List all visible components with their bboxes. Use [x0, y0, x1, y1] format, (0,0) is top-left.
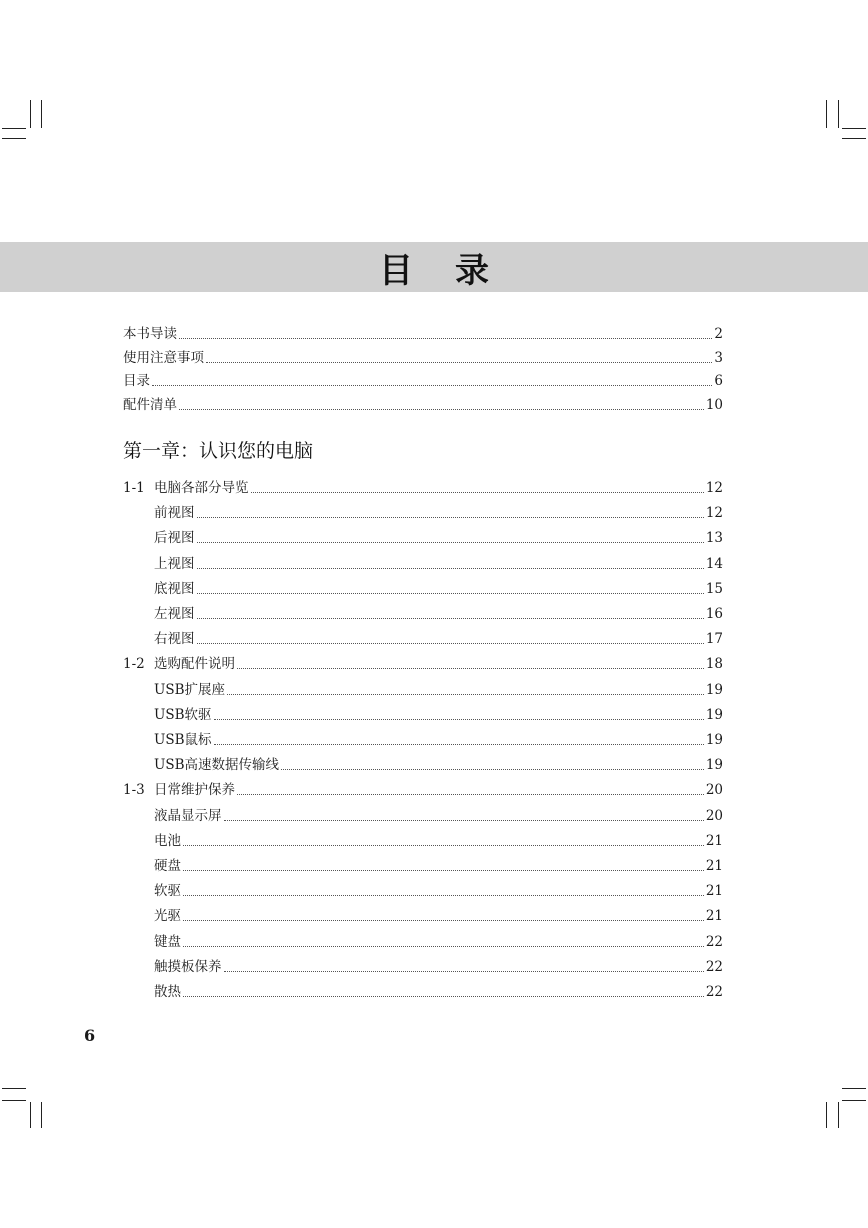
toc-entry[interactable]	[123, 854, 723, 874]
toc-entry-page: 3	[714, 349, 723, 366]
toc-entry-label: 键盘	[154, 933, 181, 950]
toc-entry-page: 22	[705, 933, 723, 950]
toc-entry-number: 1-1	[123, 480, 145, 496]
toc-entry-label: 右视图	[154, 631, 195, 648]
toc-entry-page: 12	[705, 505, 723, 522]
dot-leader	[197, 642, 704, 644]
dot-leader	[237, 667, 704, 669]
dot-leader	[197, 516, 704, 518]
toc-entry[interactable]	[123, 526, 723, 546]
toc-entry-page: 22	[705, 958, 723, 975]
toc-entry[interactable]	[123, 369, 723, 389]
toc-entry-page: 12	[705, 480, 723, 496]
dot-leader	[183, 995, 704, 997]
toc-entry-page: 6	[714, 373, 723, 389]
toc-entry-label: 底视图	[154, 580, 195, 597]
toc-entry[interactable]	[123, 904, 723, 924]
dot-leader	[183, 869, 704, 871]
dot-leader	[237, 793, 704, 795]
toc-entry[interactable]	[123, 652, 723, 672]
toc-entry-label: 配件清单	[123, 396, 177, 413]
dot-leader	[197, 541, 704, 543]
toc-entry-label: 目录	[123, 373, 150, 389]
toc-entry[interactable]	[123, 393, 723, 413]
toc-entry-page: 22	[705, 984, 723, 1000]
crop-mark	[838, 100, 839, 128]
dot-leader	[197, 617, 704, 619]
dot-leader	[197, 592, 704, 594]
toc-entry[interactable]	[123, 804, 723, 824]
crop-mark	[2, 128, 26, 129]
toc-entry-page: 17	[705, 631, 723, 648]
page-title: 目录	[379, 250, 531, 291]
title-banner	[0, 242, 868, 292]
toc-entry-label: 电脑各部分导览	[154, 480, 249, 496]
toc-entry-page: 14	[705, 555, 723, 572]
toc-entry-label: 液晶显示屏	[154, 807, 222, 824]
dot-leader	[197, 567, 704, 569]
dot-leader	[183, 844, 704, 846]
crop-mark	[826, 1102, 827, 1128]
crop-mark	[41, 1102, 42, 1128]
toc-entry-label: 电池	[154, 832, 181, 849]
toc-entry-label: 日常维护保养	[154, 782, 235, 799]
toc-entry-page: 21	[705, 883, 723, 900]
crop-mark	[842, 1100, 866, 1101]
chapter-heading: 第一章：认识您的电脑	[123, 440, 314, 462]
dot-leader	[179, 408, 704, 410]
toc-entry-label: USB软驱	[154, 706, 212, 723]
dot-leader	[281, 768, 704, 770]
toc-entry-label: 触摸板保养	[154, 958, 222, 975]
toc-entry-page: 20	[705, 807, 723, 824]
toc-entry-page: 19	[705, 681, 723, 698]
toc-entry-page: 19	[705, 706, 723, 723]
toc-entry[interactable]	[123, 728, 723, 748]
dot-leader	[183, 919, 704, 921]
toc-entry-label: 散热	[154, 984, 181, 1000]
toc-entry-page: 2	[714, 326, 723, 342]
toc-entry[interactable]	[123, 678, 723, 698]
toc-entry-page: 19	[705, 732, 723, 748]
toc-entry-label: 选购配件说明	[154, 656, 235, 673]
crop-mark	[41, 100, 42, 128]
page-number: 6	[84, 1026, 96, 1045]
toc-entry-page: 19	[705, 757, 723, 774]
dot-leader	[179, 337, 712, 339]
toc-entry[interactable]	[123, 955, 723, 975]
toc-entry[interactable]	[123, 552, 723, 572]
crop-mark	[2, 1088, 26, 1089]
toc-entry[interactable]	[123, 501, 723, 521]
toc-entry-number: 1-3	[123, 782, 145, 799]
dot-leader	[183, 894, 704, 896]
dot-leader	[183, 945, 704, 947]
toc-entry[interactable]	[123, 627, 723, 647]
toc-entry-label: USB扩展座	[154, 681, 226, 698]
toc-entry-page: 21	[705, 908, 723, 925]
toc-entry[interactable]	[123, 322, 723, 342]
crop-mark	[30, 1102, 31, 1128]
toc-entry-label: 本书导读	[123, 326, 177, 342]
toc-entry-label: 前视图	[154, 505, 195, 522]
crop-mark	[2, 138, 26, 139]
toc-entry[interactable]	[123, 879, 723, 899]
dot-leader	[251, 491, 704, 493]
toc-entry-page: 13	[705, 530, 723, 547]
dot-leader	[224, 819, 704, 821]
toc-entry[interactable]	[123, 602, 723, 622]
toc-entry-label: USB高速数据传输线	[154, 757, 280, 774]
dot-leader	[206, 361, 712, 363]
toc-entry-page: 15	[705, 580, 723, 597]
crop-mark	[2, 1100, 26, 1101]
toc-entry[interactable]	[123, 476, 723, 496]
crop-mark	[842, 128, 866, 129]
dot-leader	[227, 693, 704, 695]
dot-leader	[152, 384, 712, 386]
toc-entry[interactable]	[123, 346, 723, 366]
toc-entry[interactable]	[123, 703, 723, 723]
toc-entry[interactable]	[123, 930, 723, 950]
toc-entry-label: 左视图	[154, 606, 195, 622]
toc-entry-page: 18	[705, 656, 723, 673]
toc-entry-page: 16	[705, 606, 723, 622]
toc-entry[interactable]	[123, 829, 723, 849]
toc-entry-label: USB鼠标	[154, 732, 212, 748]
dot-leader	[214, 743, 704, 745]
toc-entry-page: 20	[705, 782, 723, 799]
toc-entry-label: 硬盘	[154, 858, 181, 874]
toc-entry[interactable]	[123, 753, 723, 773]
toc-entry-page: 21	[705, 832, 723, 849]
toc-entry-label: 上视图	[154, 555, 195, 572]
toc-entry-page: 21	[705, 858, 723, 874]
dot-leader	[224, 970, 704, 972]
toc-entry-label: 后视图	[154, 530, 195, 547]
toc-entry[interactable]	[123, 980, 723, 1000]
crop-mark	[842, 1088, 866, 1089]
crop-mark	[826, 100, 827, 128]
toc-entry[interactable]	[123, 577, 723, 597]
toc-entry-label: 软驱	[154, 883, 181, 900]
crop-mark	[838, 1102, 839, 1128]
crop-mark	[30, 100, 31, 128]
toc-entry-page: 10	[705, 396, 723, 413]
toc-entry-label: 使用注意事项	[123, 349, 204, 366]
crop-mark	[842, 138, 866, 139]
dot-leader	[214, 718, 704, 720]
toc-entry-label: 光驱	[154, 908, 181, 925]
toc-entry-number: 1-2	[123, 656, 145, 673]
toc-entry[interactable]	[123, 778, 723, 798]
